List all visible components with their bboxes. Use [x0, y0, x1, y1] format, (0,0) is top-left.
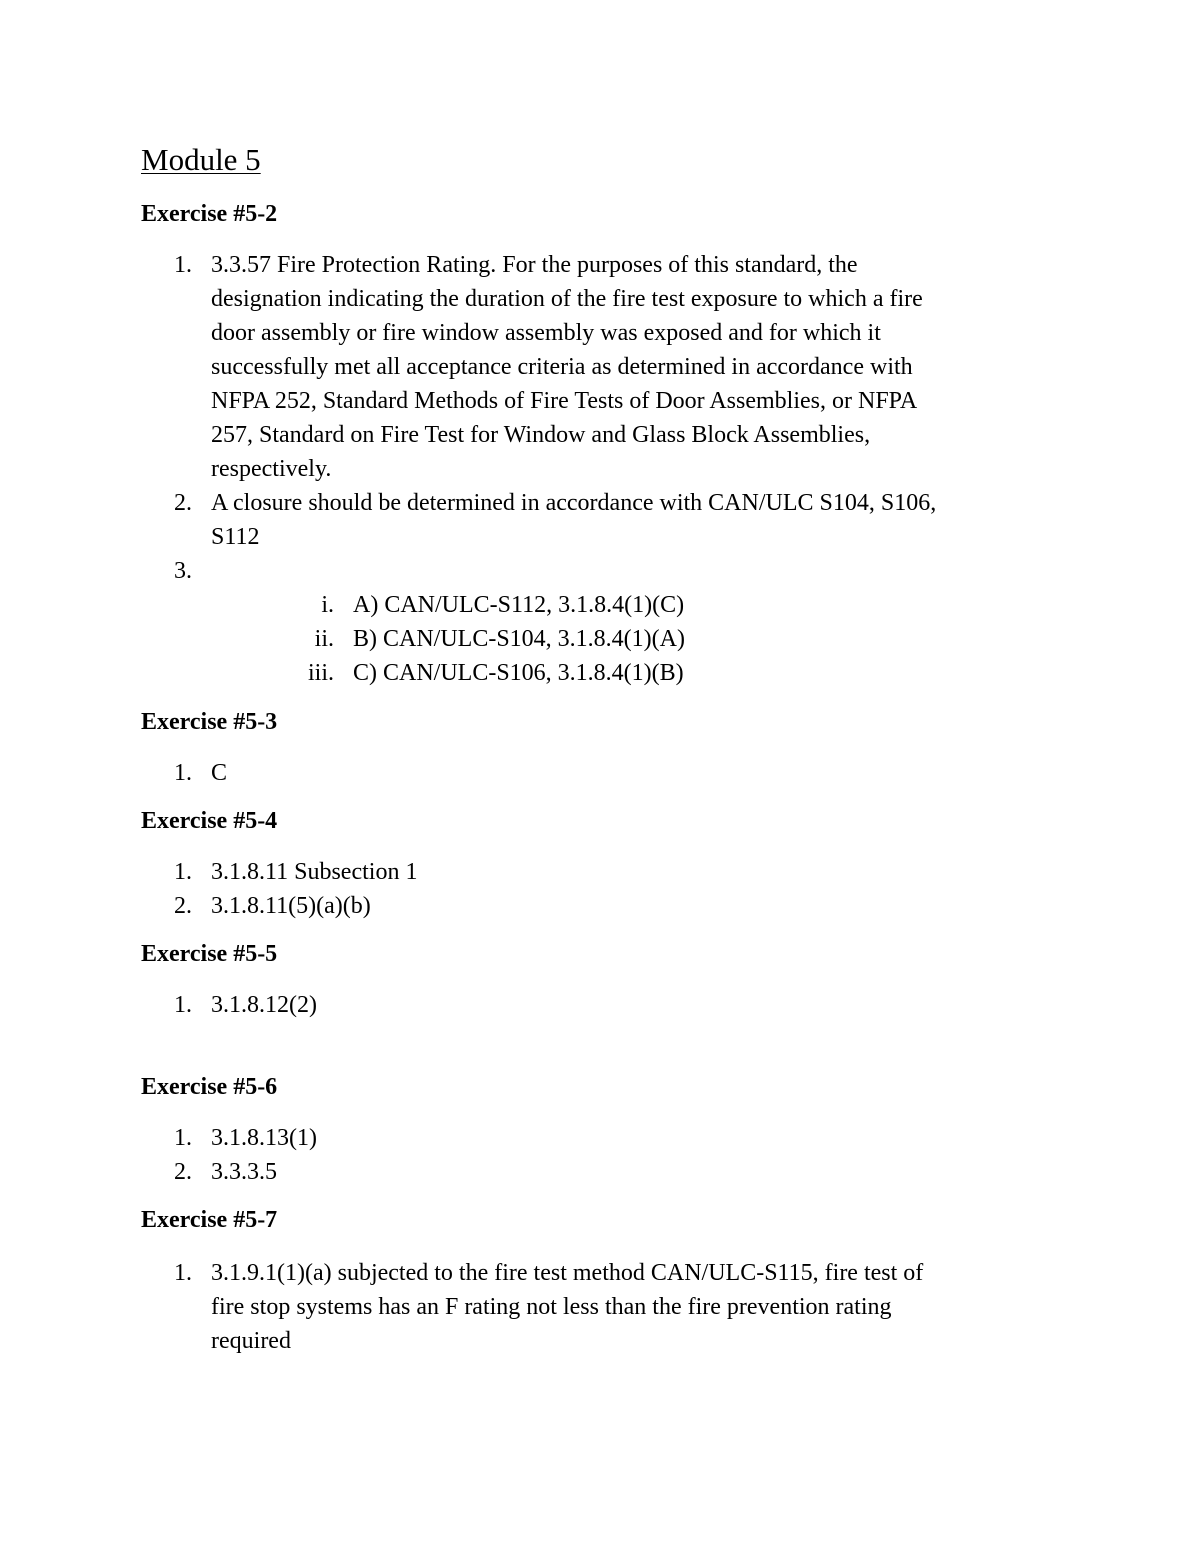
- page-title: Module 5: [141, 142, 261, 177]
- list-marker: 3.: [174, 558, 192, 584]
- list-marker: 1.: [174, 1125, 192, 1151]
- list-item-line: 3.1.9.1(1)(a) subjected to the fire test method CAN/ULC-S115, fire test of: [211, 1260, 924, 1286]
- list-item-line: designation indicating the duration of the fire test exposure to which a fire: [211, 286, 923, 312]
- list-item-line: A closure should be determined in accordance with CAN/ULC S104, S106,: [211, 490, 937, 516]
- list-item-line: NFPA 252, Standard Methods of Fire Tests of Door Assemblies, or NFPA: [211, 388, 918, 414]
- list-marker: 2.: [174, 1159, 192, 1185]
- list-marker: 1.: [174, 859, 192, 885]
- list-item-line: 3.1.8.12(2): [211, 992, 317, 1018]
- sublist-marker: iii.: [307, 660, 334, 686]
- list-item-line: S112: [211, 524, 260, 550]
- list-item-line: C: [211, 760, 228, 786]
- list-item-line: 3.3.3.5: [211, 1159, 277, 1185]
- sublist-marker: ii.: [314, 626, 334, 652]
- sublist-item: A) CAN/ULC-S112, 3.1.8.4(1)(C): [353, 592, 685, 618]
- exercise-heading: Exercise #5-3: [141, 709, 278, 735]
- list-item-line: 3.3.57 Fire Protection Rating. For the purposes of this standard, the: [211, 252, 858, 278]
- list-marker: 1.: [174, 252, 192, 278]
- list-item-line: door assembly or fire window assembly was exposed and for which it: [211, 320, 881, 346]
- exercise-heading: Exercise #5-5: [141, 941, 278, 967]
- exercise-heading: Exercise #5-2: [141, 201, 278, 227]
- list-item-line: 257, Standard on Fire Test for Window and Glass Block Assemblies,: [211, 422, 871, 448]
- list-marker: 1.: [174, 1260, 192, 1286]
- list-item-line: 3.1.8.11(5)(a)(b): [211, 893, 371, 919]
- list-item-line: successfully met all acceptance criteria as determined in accordance with: [211, 354, 913, 380]
- list-item-line: fire stop systems has an F rating not less than the fire prevention rating: [211, 1294, 892, 1320]
- list-marker: 1.: [174, 992, 192, 1018]
- sublist-marker: i.: [321, 592, 334, 618]
- list-item-line: 3.1.8.13(1): [211, 1125, 317, 1151]
- exercise-heading: Exercise #5-6: [141, 1074, 278, 1100]
- list-item-line: respectively.: [211, 456, 332, 482]
- list-marker: 2.: [174, 893, 192, 919]
- exercise-heading: Exercise #5-4: [141, 808, 278, 834]
- list-marker: 1.: [174, 760, 192, 786]
- sublist-item: B) CAN/ULC-S104, 3.1.8.4(1)(A): [353, 626, 685, 652]
- list-item-line: required: [211, 1328, 291, 1354]
- list-marker: 2.: [174, 490, 192, 516]
- exercise-heading: Exercise #5-7: [141, 1207, 278, 1233]
- list-item-line: 3.1.8.11 Subsection 1: [211, 859, 418, 885]
- sublist-item: C) CAN/ULC-S106, 3.1.8.4(1)(B): [353, 660, 684, 686]
